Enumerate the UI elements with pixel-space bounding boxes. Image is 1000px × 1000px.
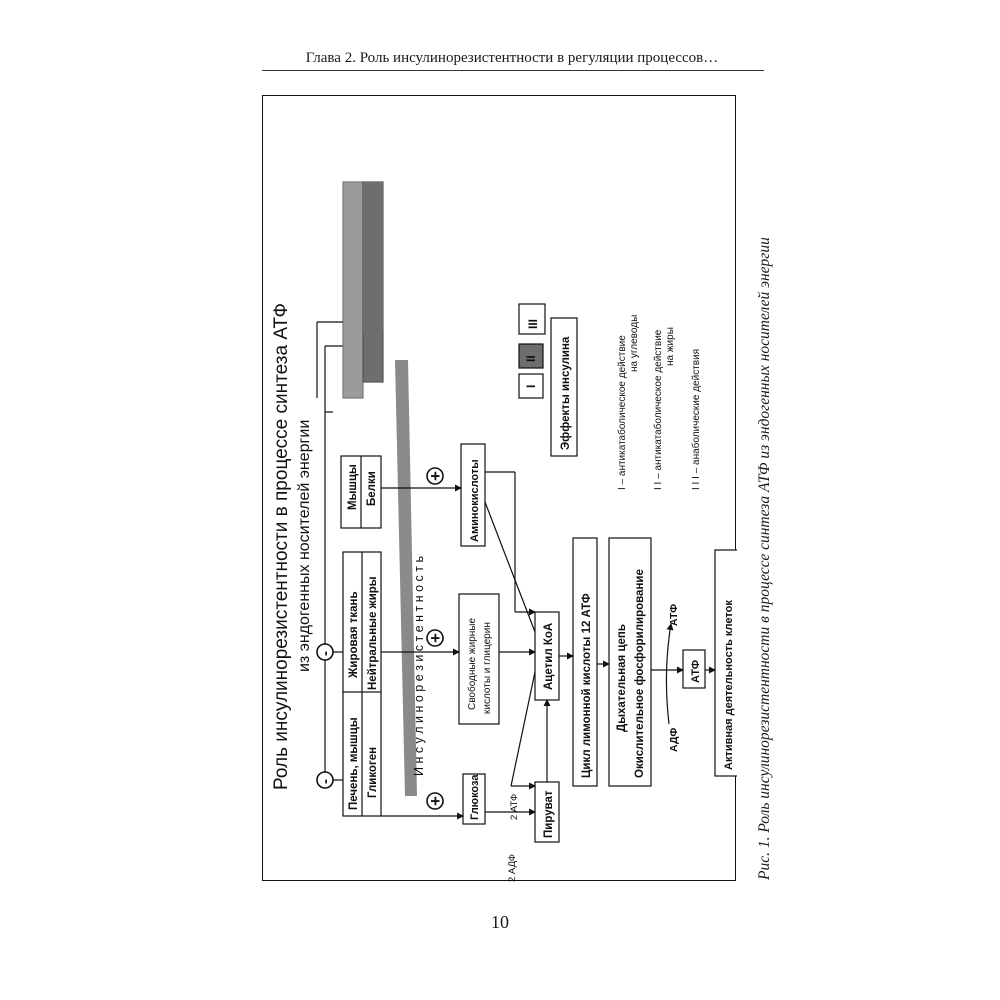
node-amino-acids-label: Аминокислоты [469,459,481,542]
label-adp: АДФ [668,727,680,752]
node-citric-cycle-label: Цикл лимонной кислоты 12 АТФ [581,593,593,778]
store-liver-content: Гликоген [367,746,379,798]
legend-bar-III [363,182,383,332]
legend-roman-II: II [524,355,538,362]
node-fatty-acids [459,594,499,724]
insulin-resistance-label: И н с у л и н о р е з и с т е н т н о с т ь [412,556,426,776]
diagram [263,96,737,882]
store-adipose-label: Жировая ткань [348,591,360,678]
figure-caption-wrapper [756,96,776,880]
store-muscle-content: Белки [366,471,378,506]
plus-sign-fats: + [426,633,445,643]
diagram-title-line1: Роль инсулинорезистентности в процессе синтеза АТФ [271,303,292,790]
figure-frame [262,95,736,881]
store-muscle-label: Мышцы [347,464,359,510]
plus-sign-amino: + [426,471,445,481]
legend-roman-I: I [524,384,538,388]
node-glucose-label: Глюкоза [469,774,481,820]
store-adipose-content: Нейтральные жиры [367,576,379,690]
node-active-cells-label: Активная деятельность клеток [723,600,735,770]
node-respiratory-line1: Дыхательная цепь [616,624,628,732]
node-pyruvate-label: Пируват [543,790,555,838]
store-liver-label: Печень, мышцы [348,717,360,810]
minus-sign-liver: - [317,779,334,784]
node-acetyl-coa-label: Ацетил КоА [543,622,555,690]
label-atp-top: АТФ [668,603,680,626]
diagram-title-line2: из эндогенных носителей энергии [296,419,313,672]
figure-caption: Рис. 1. Роль инсулинорезистентности в процессе синтеза АТФ из эндогенных носителей энергии [756,237,773,880]
legend-item-2-line2: на жиры [665,327,676,366]
legend-title: Эффекты инсулина [560,336,572,450]
page-number: 10 [491,912,509,932]
legend-roman-III: III [526,318,540,329]
legend-item-1-line2: на углеводы [629,314,640,372]
store-adipose [343,552,381,692]
store-muscle [341,456,381,528]
store-liver [343,690,381,816]
header-rule [262,70,764,71]
legend-item-3-line1: I I I – анаболические действия [691,348,702,490]
node-fatty-acids-line1: Свободные жирные [467,617,478,710]
running-header: Глава 2. Роль инсулинорезистентности в регуляции процессов… [305,50,719,66]
legend-item-1-line1: I – антикатаболическое действие [617,335,628,490]
minus-sign-adipose: - [317,651,334,656]
label-2-atp: 2 АТФ [509,793,520,820]
plus-sign-glucose: + [426,796,445,806]
legend-bar-I [343,182,363,398]
legend-item-2-line1: I I – антикатаболическое действие [653,329,664,490]
node-respiratory-line2: Окислительное фосфорилирование [634,569,646,778]
node-atp-label: АТФ [690,659,702,683]
label-2-adp: 2 АДФ [507,853,518,882]
node-fatty-acids-line2: кислоты и глицерин [482,622,493,714]
